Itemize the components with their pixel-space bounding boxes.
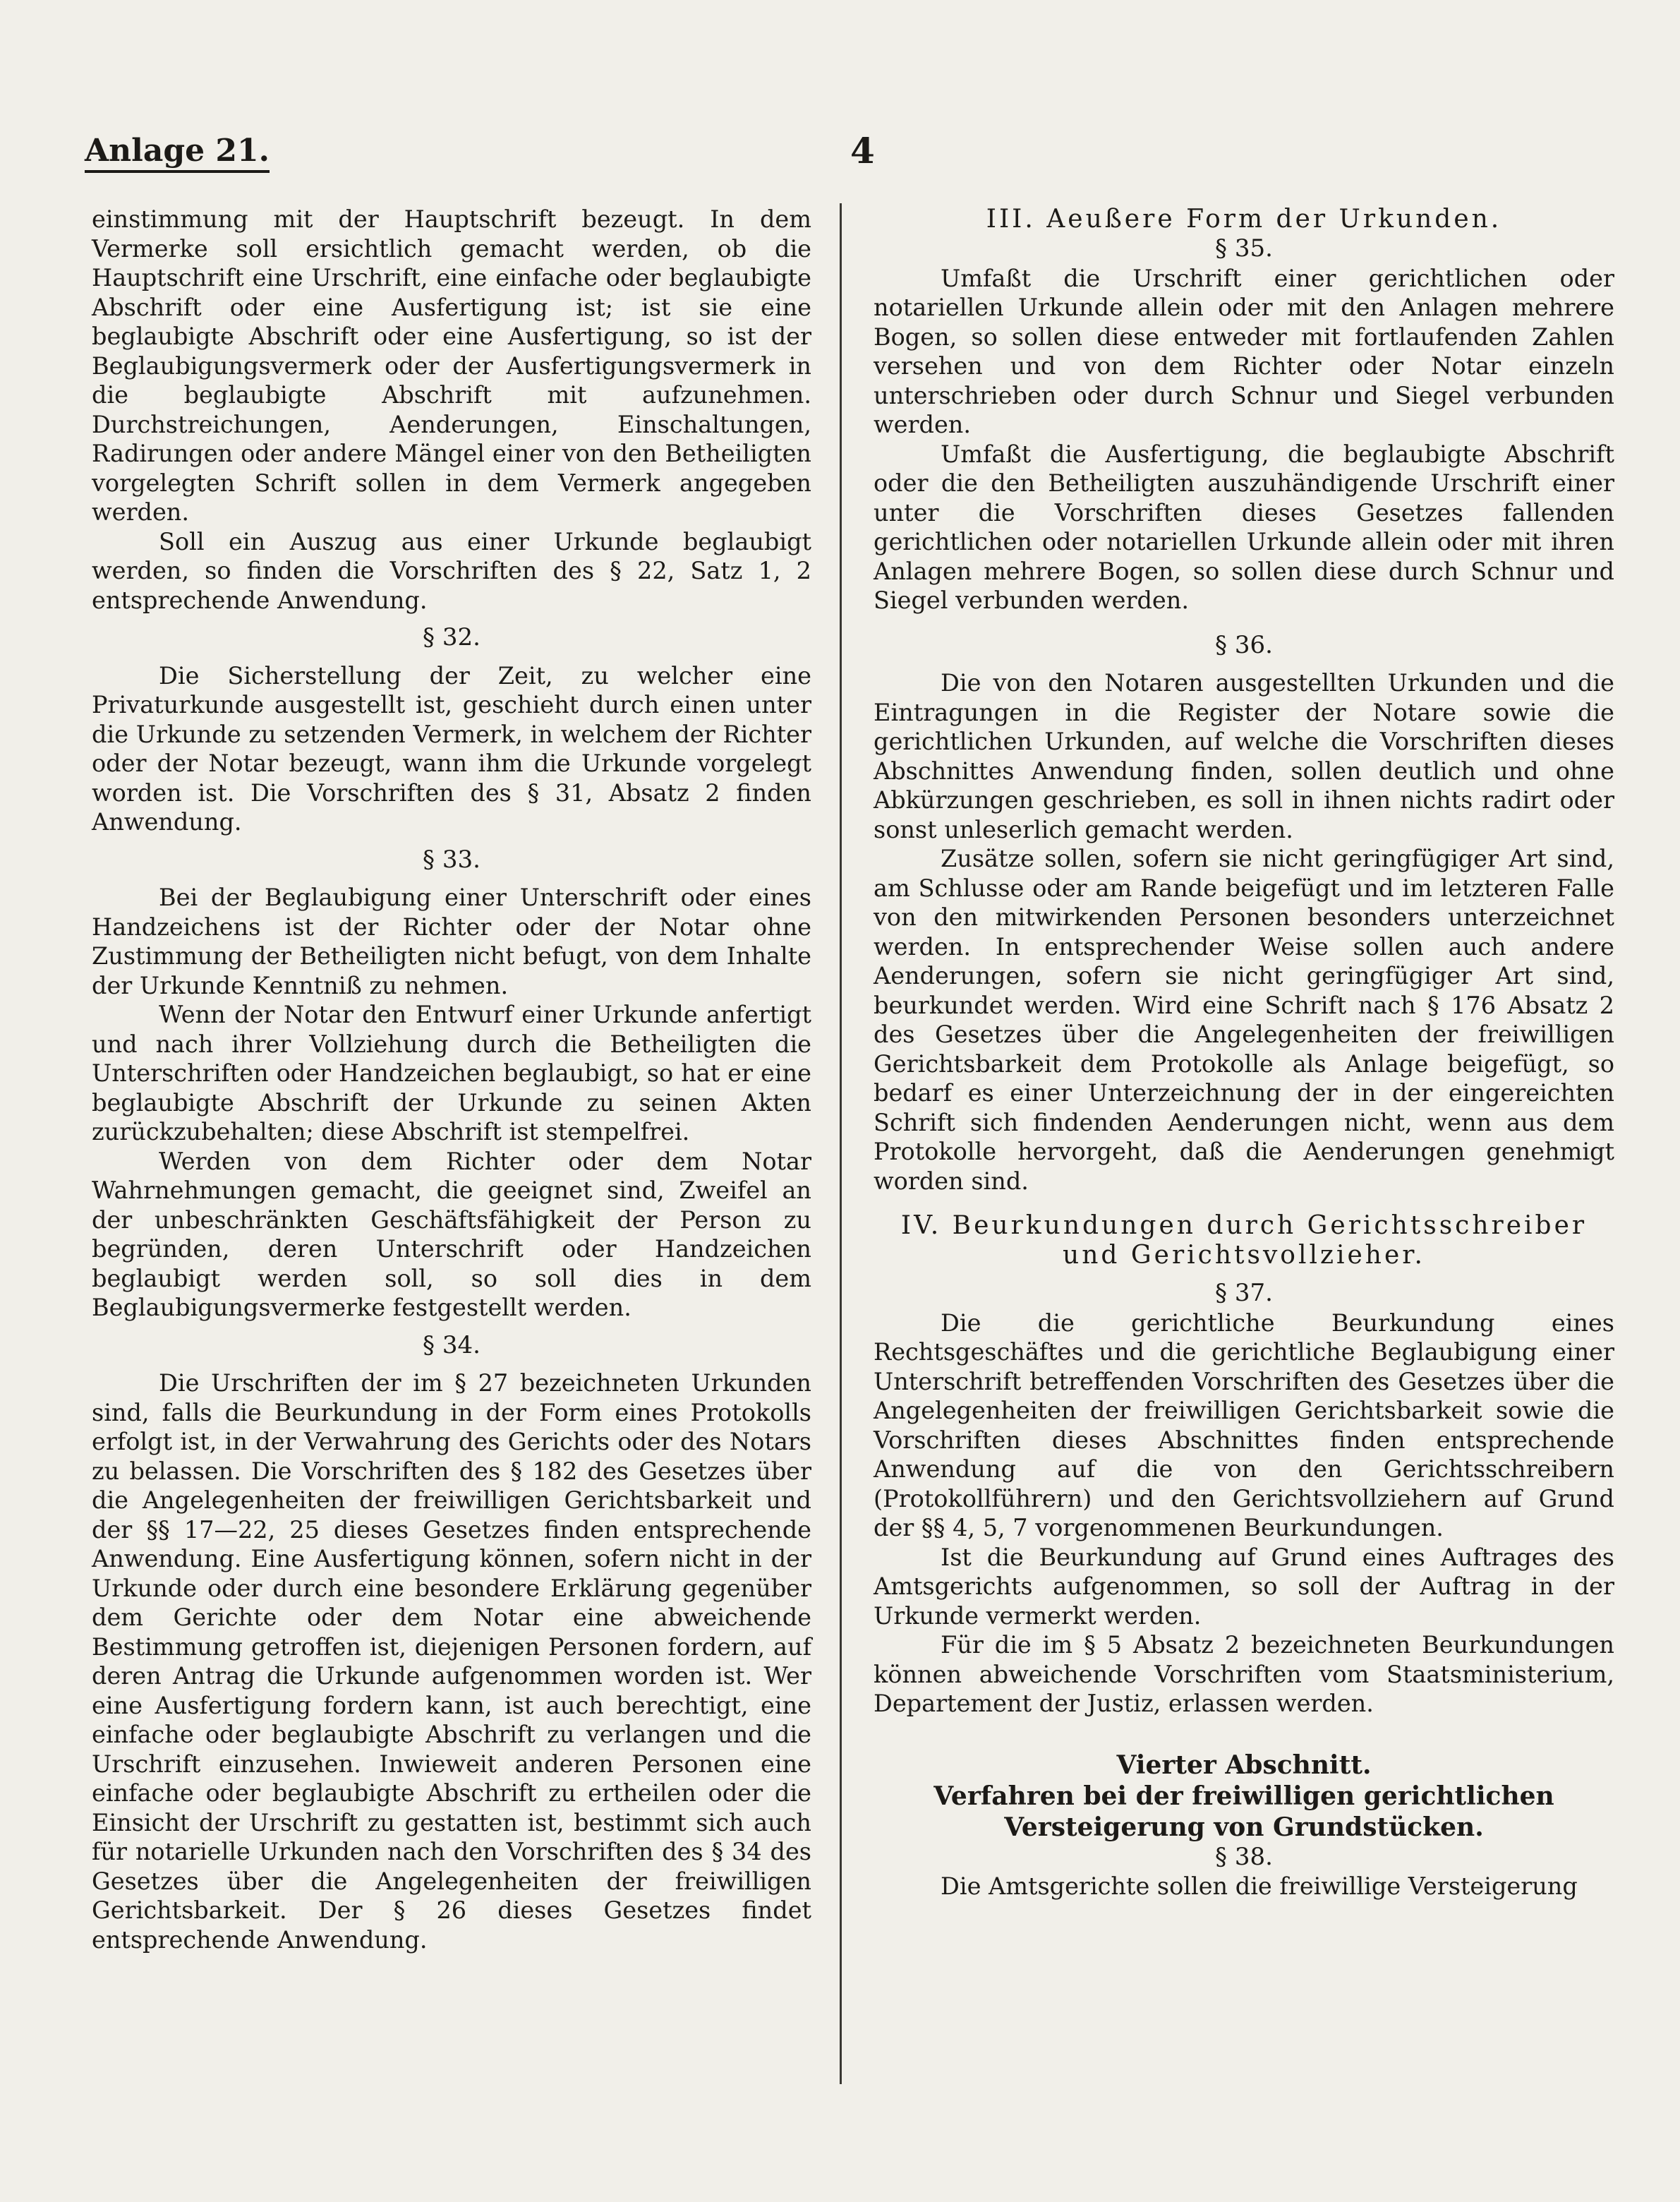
left-column [92, 205, 811, 1954]
paragraph: Wenn der Notar den Entwurf einer Urkunde anfertigt und nach ihrer Vollziehung durch die Betheiligten die Unterschriften oder Handzeichen beglaubigt, so hat er eine beglaubigte Abschrift der Urkunde zu seinen Akten zurückzubehalten; diese Abschrift ist stempelfrei. [92, 1001, 811, 1145]
paragraph: Bei der Beglaubigung einer Unterschrift oder eines Handzeichens ist der Richter oder der Notar ohne Zustimmung der Betheiligten nicht befugt, von dem Inhalte der Urkunde Kenntniß zu nehmen. [92, 884, 811, 999]
paragraph: Ist die Beurkundung auf Grund eines Auftrages des Amtsgerichts aufgenommen, so soll der Auftrag in der Urkunde vermerkt werden. [874, 1543, 1614, 1630]
paragraph: Für die im § 5 Absatz 2 bezeichneten Beurkundungen können abweichende Vorschriften vom Staatsministerium, Departement der Justiz, erlassen werden. [874, 1631, 1614, 1717]
page-number: 4 [850, 130, 875, 172]
chapter-title: Vierter Abschnitt. [1116, 1750, 1372, 1780]
section-36-title: § 36. [1215, 630, 1273, 659]
annex-label: Anlage 21. [85, 133, 270, 173]
paragraph: Zusätze sollen, sofern sie nicht geringfügiger Art sind, am Schlusse oder am Rande beigefügt und im letzteren Falle von den mitwirkenden Personen besonders unterzeichnet werden. In entsprechender Weise sollen auch andere Aenderungen, sofern sie nicht geringfügiger Art sind, beurkundet werden. Wird eine Schrift nach § 176 Absatz 2 des Gesetzes über die Angelegenheiten der freiwilligen Gerichtsbarkeit dem Protokolle als Anlage beigefügt, so bedarf es einer Unterzeichnung der in der eingereichten Schrift sich findenden Aenderungen nicht, wenn aus dem Protokolle hervorgeht, daß die Aenderungen genehmigt worden sind. [874, 845, 1614, 1195]
section-32-title: § 32. [423, 623, 481, 651]
section-38-title: § 38. [1215, 1842, 1273, 1871]
section-33-title: § 33. [423, 845, 481, 874]
paragraph: Die Amtsgerichte sollen die freiwillige Versteigerung [941, 1872, 1578, 1900]
section-34-title: § 34. [423, 1330, 481, 1359]
section-heading-4: IV. Beurkundungen durch Gerichtsschreiber und Gerichtsvollzieher. [900, 1211, 1588, 1270]
page-header [85, 130, 1623, 182]
paragraph: Soll ein Auszug aus einer Urkunde beglaubigt werden, so finden die Vorschriften des § 22, Satz 1, 2 entsprechende Anwendung. [92, 527, 811, 614]
right-column [874, 205, 1614, 1901]
column-divider [840, 203, 842, 2084]
paragraph: Umfaßt die Urschrift einer gerichtlichen oder notariellen Urkunde allein oder mit den Anlagen mehrere Bogen, so sollen diese entweder mit fortlaufenden Zahlen versehen und von dem Richter oder Notar einzeln unterschrieben oder durch Schnur und Siegel verbunden werden. [874, 264, 1614, 438]
paragraph: Die Sicherstellung der Zeit, zu welcher eine Privaturkunde ausgestellt ist, geschieht durch einen unter die Urkunde zu setzenden Vermerk, in welchem der Richter oder der Notar bezeugt, wann ihm die Urkunde vorgelegt worden ist. Die Vorschriften des § 31, Absatz 2 finden Anwendung. [92, 661, 811, 836]
section-37-title: § 37. [1215, 1279, 1273, 1307]
chapter-subtitle: Verfahren bei der freiwilligen gerichtlichen Versteigerung von Grundstücken. [933, 1781, 1554, 1842]
paragraph: einstimmung mit der Hauptschrift bezeugt. In dem Vermerke soll ersichtlich gemacht werden, ob die Hauptschrift eine Urschrift, eine einfache oder beglaubigte Abschrift oder eine Ausfertigung ist; ist sie eine beglaubigte Abschrift oder eine Ausfertigung, so ist der Beglaubigungsvermerk oder der Ausfertigungsvermerk in die beglaubigte Abschrift mit aufzunehmen. Durchstreichungen, Aenderungen, Einschaltungen, Radirungen oder andere Mängel einer von den Betheiligten vorgelegten Schrift sollen in dem Vermerk angegeben werden. [92, 205, 811, 526]
paragraph: Werden von dem Richter oder dem Notar Wahrnehmungen gemacht, die geeignet sind, Zweifel an der unbeschränkten Geschäftsfähigkeit der Person zu begründen, deren Unterschrift oder Handzeichen beglaubigt werden soll, so soll dies in dem Beglaubigungsvermerke festgestellt werden. [92, 1147, 811, 1321]
paragraph: Umfaßt die Ausfertigung, die beglaubigte Abschrift oder die den Betheiligten auszuhändigende Urschrift einer unter die Vorschriften dieses Gesetzes fallenden gerichtlichen oder notariellen Urkunde allein oder mit ihren Anlagen mehrere Bogen, so sollen diese durch Schnur und Siegel verbunden werden. [874, 440, 1614, 614]
paragraph: Die von den Notaren ausgestellten Urkunden und die Eintragungen in die Register der Notare sowie die gerichtlichen Urkunden, auf welche die Vorschriften dieses Abschnittes Anwendung finden, sollen deutlich und ohne Abkürzungen geschrieben, es soll in ihnen nichts radirt oder sonst unleserlich gemacht werden. [874, 669, 1614, 843]
paragraph: Die Urschriften der im § 27 bezeichneten Urkunden sind, falls die Beurkundung in der Form eines Protokolls erfolgt ist, in der Verwahrung des Gerichts oder des Notars zu belassen. Die Vorschriften des § 182 des Gesetzes über die Angelegenheiten der freiwilligen Gerichtsbarkeit und der §§ 17—22, 25 dieses Gesetzes finden entsprechende Anwendung. Eine Ausfertigung können, sofern nicht in der Urkunde oder durch eine besondere Erklärung gegenüber dem Gerichte oder dem Notar eine abweichende Bestimmung getroffen ist, diejenigen Personen fordern, auf deren Antrag die Urkunde aufgenommen worden ist. Wer eine Ausfertigung fordern kann, ist auch berechtigt, eine einfache oder beglaubigte Abschrift zu verlangen und die Urschrift einzusehen. Inwieweit anderen Personen eine einfache oder beglaubigte Abschrift zu ertheilen oder die Einsicht der Urschrift zu gestatten ist, bestimmt sich auch für notarielle Urkunden nach den Vorschriften des § 34 des Gesetzes über die Angelegenheiten der freiwilligen Gerichtsbarkeit. Der § 26 dieses Gesetzes findet entsprechende Anwendung. [92, 1369, 811, 1954]
section-heading-3: III. Aeußere Form der Urkunden. [986, 205, 1502, 234]
section-35-title: § 35. [1215, 234, 1273, 263]
paragraph: Die die gerichtliche Beurkundung eines Rechtsgeschäftes und die gerichtliche Beglaubigung einer Unterschrift betreffenden Vorschriften des Gesetzes über die Angelegenheiten der freiwilligen Gerichtsbarkeit sowie die Vorschriften dieses Abschnittes finden entsprechende Anwendung auf die von den Gerichtsschreibern (Protokollführern) und den Gerichtsvollziehern auf Grund der §§ 4, 5, 7 vorgenommenen Beurkundungen. [874, 1308, 1614, 1541]
